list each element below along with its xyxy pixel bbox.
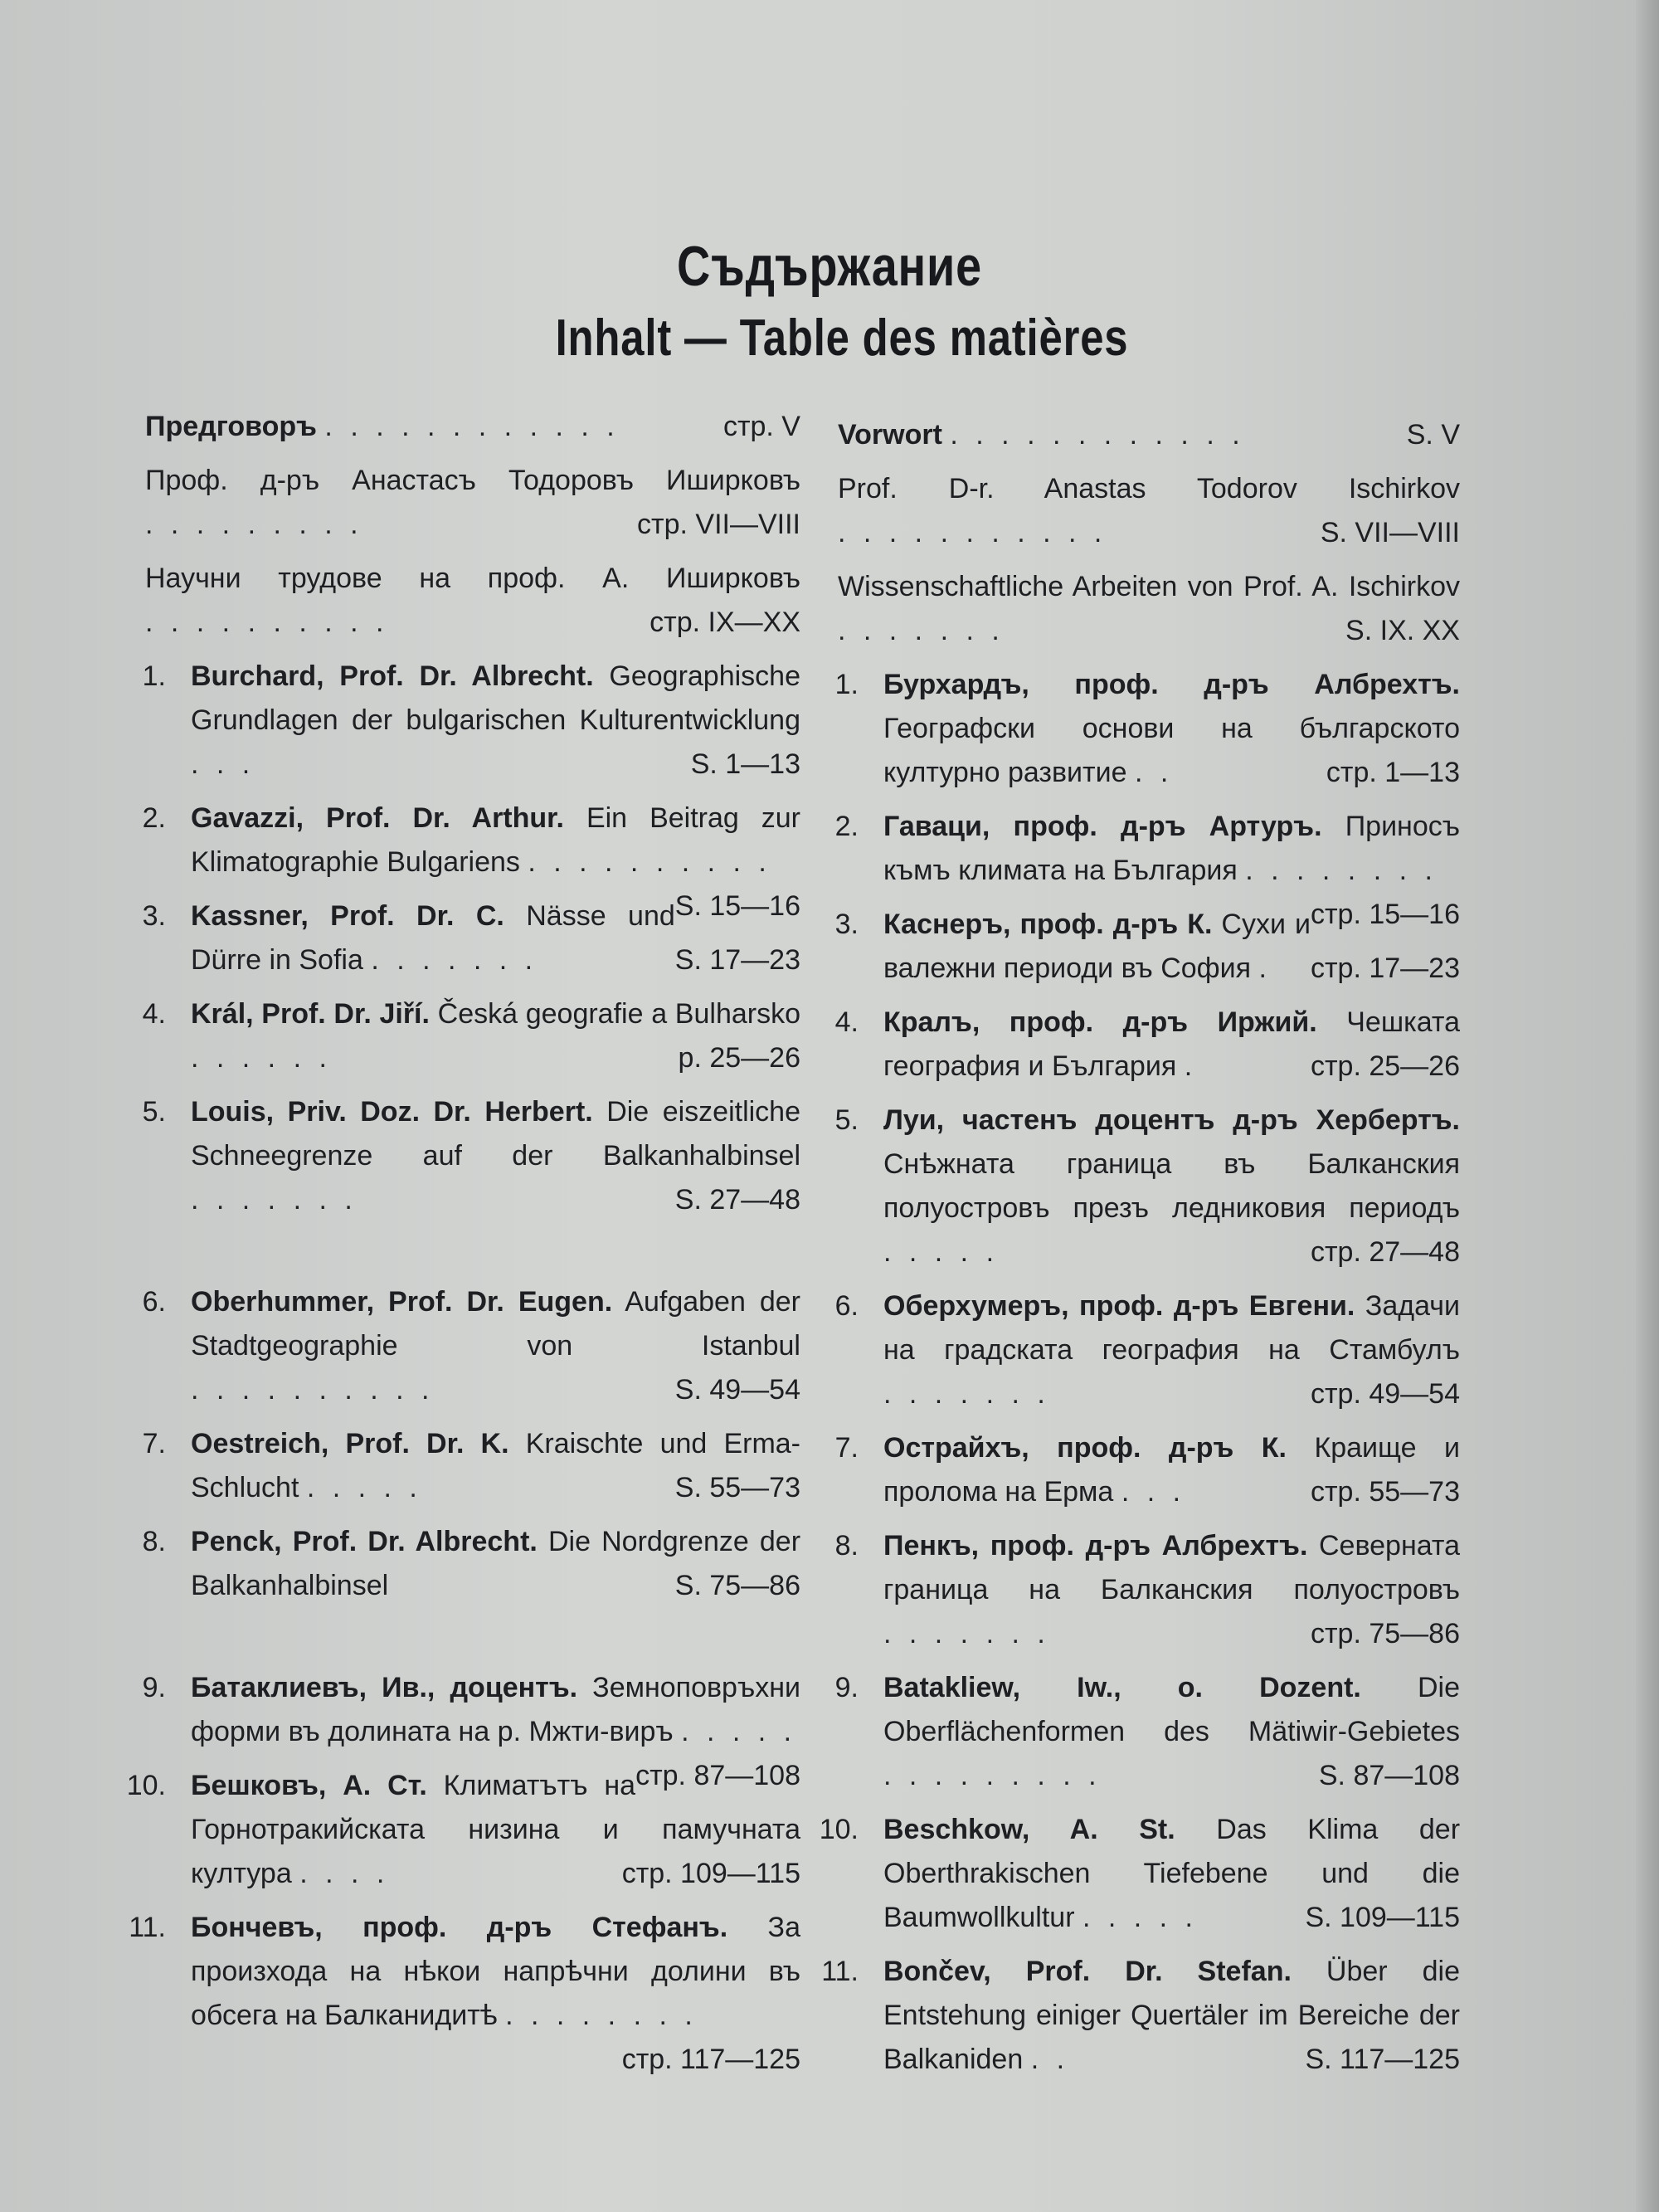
entry-number: 1. bbox=[142, 660, 166, 692]
entry-number: 8. bbox=[834, 1530, 859, 1562]
entry-text bbox=[191, 1280, 800, 1412]
entry-author: Batakliew, Iw., o. Dozent. bbox=[883, 1672, 1361, 1703]
entry-author: Бешковъ, А. Ст. bbox=[191, 1770, 427, 1801]
dot-leader: . . bbox=[1134, 757, 1174, 788]
entry-text bbox=[145, 459, 800, 547]
page-reference: стр. 49—54 bbox=[1310, 1378, 1460, 1410]
entry-title: Географски основи на българското културно развитие bbox=[883, 713, 1460, 788]
page-reference: стр. 55—73 bbox=[1310, 1476, 1460, 1508]
entry-author: Бурхардъ, проф. д-ръ Албрехтъ. bbox=[883, 669, 1460, 700]
page-reference: S. 15—16 bbox=[674, 890, 800, 922]
toc-front-entry bbox=[145, 557, 800, 645]
dot-leader: . . . . . . . . . . bbox=[528, 846, 771, 878]
entry-author: Кралъ, проф. д-ръ Иржий. bbox=[883, 1006, 1317, 1038]
page-edge bbox=[1636, 0, 1659, 2212]
toc-front-entry bbox=[838, 413, 1460, 457]
entry-text bbox=[883, 1950, 1460, 2082]
toc-front-entry bbox=[145, 405, 800, 449]
entry-text bbox=[191, 1520, 800, 1608]
page-reference: стр. 25—26 bbox=[1310, 1050, 1460, 1082]
entry-number: 2. bbox=[142, 802, 166, 834]
entry-title: Wissenschaftliche Arbeiten von Prof. A. Ischirkov bbox=[838, 571, 1460, 602]
page-reference: стр. VII—VIII bbox=[637, 509, 800, 540]
page-reference: S. 55—73 bbox=[674, 1472, 800, 1503]
toc-entry bbox=[834, 903, 1460, 991]
entry-text bbox=[883, 663, 1460, 795]
page-reference: S. IX. XX bbox=[1345, 615, 1460, 646]
page-reference: S. 87—108 bbox=[1318, 1760, 1460, 1791]
entry-title: Über die Entstehung einiger Quertäler im Bereiche der Balkaniden bbox=[883, 1956, 1460, 2075]
page-reference: стр. 27—48 bbox=[1310, 1236, 1460, 1268]
entry-author: Louis, Priv. Doz. Dr. Herbert. bbox=[191, 1096, 593, 1128]
entry-number: 10. bbox=[819, 1814, 859, 1845]
page-reference: стр. 17—23 bbox=[1310, 953, 1460, 984]
entry-author: Пенкъ, проф. д-ръ Албрехтъ. bbox=[883, 1530, 1308, 1562]
page-reference: S. 109—115 bbox=[1305, 1902, 1460, 1933]
entry-title: Prof. D-r. Anastas Todorov Ischirkov bbox=[838, 473, 1460, 504]
entry-title: За произхода на нѣкои напрѣчни долини въ обсега на Балканидитѣ bbox=[191, 1912, 800, 2031]
dot-leader: . . . . . . . bbox=[883, 1378, 1050, 1410]
entry-title: Aufgaben der Stadtgeographie von Istanbul bbox=[191, 1286, 801, 1362]
entry-text bbox=[191, 1090, 800, 1222]
page-reference: S. 1—13 bbox=[690, 748, 800, 780]
page-reference: стр. IX—XX bbox=[649, 607, 800, 638]
entry-text bbox=[191, 655, 800, 787]
entry-text bbox=[883, 1666, 1460, 1798]
toc-entry bbox=[142, 1090, 800, 1222]
dot-leader: . . . . . . . bbox=[883, 1618, 1050, 1649]
entry-text bbox=[883, 1524, 1460, 1656]
entry-title: Чешката география и България bbox=[883, 1006, 1460, 1082]
page-reference: стр. V bbox=[722, 411, 800, 442]
dot-leader: . . . . . . . bbox=[191, 1184, 358, 1216]
page-reference: S. 117—125 bbox=[1305, 2044, 1460, 2075]
entry-author: Král, Prof. Dr. Jiří. bbox=[191, 998, 430, 1030]
page-reference: S. V bbox=[1406, 419, 1460, 451]
toc-entry bbox=[834, 1426, 1460, 1514]
entry-title: Kraischte und Erma-Schlucht bbox=[191, 1428, 801, 1503]
page-reference: p. 25—26 bbox=[678, 1042, 800, 1074]
entry-number: 7. bbox=[142, 1428, 166, 1459]
dot-leader: . . . bbox=[191, 748, 255, 780]
entry-number: 11. bbox=[821, 1956, 859, 1987]
page-reference: стр. 1—13 bbox=[1326, 757, 1460, 788]
entry-author: Oberhummer, Prof. Dr. Eugen. bbox=[191, 1286, 613, 1318]
toc-entry bbox=[834, 663, 1460, 795]
entry-title: Проф. д-ръ Анастасъ Тодоровъ Иширковъ bbox=[145, 465, 800, 496]
entry-author: Оберхумеръ, проф. д-ръ Евгени. bbox=[883, 1290, 1355, 1322]
page-reference: S. 49—54 bbox=[674, 1374, 800, 1406]
entry-title: Nässe und Dürre in Sofia bbox=[191, 900, 675, 976]
page-reference: S. 27—48 bbox=[674, 1184, 800, 1216]
dot-leader: . . . . . . . . . . . . bbox=[950, 419, 1245, 451]
entry-number: 4. bbox=[834, 1006, 859, 1038]
toc-entry bbox=[129, 1906, 800, 2075]
entry-author: Гаваци, проф. д-ръ Артуръ. bbox=[883, 811, 1322, 842]
entry-author: Oestreich, Prof. Dr. K. bbox=[191, 1428, 509, 1459]
dot-leader: . . . . bbox=[299, 1858, 390, 1889]
toc-entry bbox=[819, 1808, 1461, 1940]
page-reference: стр. 87—108 bbox=[635, 1760, 800, 1791]
entry-author: Луи, частенъ доцентъ д-ръ Хербертъ. bbox=[883, 1104, 1460, 1136]
entry-title: Die eiszeitliche Schneegrenze auf der Balkanhalbinsel bbox=[191, 1096, 800, 1172]
entry-author: Vorwort bbox=[838, 419, 942, 451]
dot-leader: . . . . . . . . . bbox=[145, 509, 363, 540]
entry-author: Батаклиевъ, Ив., доцентъ. bbox=[191, 1672, 578, 1703]
entry-number: 10. bbox=[126, 1770, 166, 1801]
entry-number: 4. bbox=[142, 998, 166, 1030]
toc-front-entry bbox=[838, 467, 1460, 555]
dot-leader: . . . . . . . . bbox=[505, 2000, 698, 2031]
entry-number: 5. bbox=[142, 1096, 166, 1128]
contents-column-right bbox=[819, 413, 1461, 2092]
dot-leader: . . . . . bbox=[681, 1716, 797, 1747]
dot-leader: . . . . . . . . . . . bbox=[838, 517, 1107, 548]
entry-number: 11. bbox=[129, 1912, 166, 1943]
toc-entry bbox=[834, 1001, 1460, 1089]
entry-number: 5. bbox=[834, 1104, 859, 1136]
dot-leader: . bbox=[1258, 953, 1272, 984]
contents-column-left bbox=[126, 405, 801, 2082]
dot-leader: . . . . . . . bbox=[838, 615, 1005, 646]
entry-title: Климатътъ на Горнотракийската низина и памучната култура bbox=[191, 1770, 800, 1889]
entry-title: Das Klima der Oberthrakischen Tiefebene und die Baumwollkultur bbox=[883, 1814, 1461, 1933]
title-bulgarian: Съдържание bbox=[677, 235, 982, 298]
dot-leader: . . . . . . . . . . . . bbox=[324, 411, 620, 442]
dot-leader: . . . . . bbox=[1082, 1902, 1199, 1933]
page-reference: стр. 75—86 bbox=[1310, 1618, 1460, 1649]
dot-leader: . . . . . . bbox=[191, 1042, 332, 1074]
page-reference: стр. 109—115 bbox=[621, 1858, 800, 1889]
toc-entry bbox=[834, 1284, 1460, 1416]
toc-entry bbox=[834, 1099, 1460, 1274]
toc-front-entry bbox=[838, 565, 1460, 653]
entry-author: Острайхъ, проф. д-ръ К. bbox=[883, 1432, 1287, 1464]
dot-leader: . bbox=[1184, 1050, 1198, 1082]
toc-entry bbox=[126, 1764, 800, 1896]
entry-title: Краище и пролома на Ерма bbox=[883, 1432, 1460, 1508]
title-german-french: Inhalt — Table des matières bbox=[555, 309, 1129, 367]
entry-number: 8. bbox=[142, 1526, 166, 1557]
entry-author: Бончевъ, проф. д-ръ Стефанъ. bbox=[191, 1912, 728, 1943]
entry-number: 2. bbox=[834, 811, 859, 842]
entry-number: 3. bbox=[142, 900, 166, 932]
entry-text bbox=[883, 1426, 1460, 1514]
toc-entry bbox=[142, 655, 800, 787]
entry-number: 9. bbox=[142, 1672, 166, 1703]
entry-text bbox=[883, 1099, 1460, 1274]
entry-author: Beschkow, A. St. bbox=[883, 1814, 1175, 1845]
entry-text bbox=[838, 565, 1460, 653]
entry-number: 6. bbox=[834, 1290, 859, 1322]
entry-text bbox=[191, 894, 800, 982]
page-reference: стр. 117—125 bbox=[621, 2044, 800, 2075]
entry-text bbox=[883, 903, 1460, 991]
entry-author: Bončev, Prof. Dr. Stefan. bbox=[883, 1956, 1292, 1987]
entry-text bbox=[838, 467, 1460, 555]
dot-leader: . . bbox=[1030, 2044, 1070, 2075]
entry-title: Северната граница на Балканския полуостровъ bbox=[883, 1530, 1460, 1605]
entry-text bbox=[838, 413, 1460, 457]
dot-leader: . . . . . . . . . bbox=[883, 1760, 1102, 1791]
entry-author: Gavazzi, Prof. Dr. Arthur. bbox=[191, 802, 564, 834]
entry-title: Сухи и валежни периоди въ София bbox=[883, 909, 1311, 984]
dot-leader: . . . bbox=[1121, 1476, 1186, 1508]
toc-entry bbox=[834, 1666, 1460, 1798]
entry-text bbox=[145, 405, 800, 449]
toc-entry bbox=[142, 992, 800, 1080]
entry-text bbox=[883, 1284, 1460, 1416]
entry-title: Česká geografie a Bulharsko bbox=[437, 998, 800, 1030]
entry-author: Каснеръ, проф. д-ръ К. bbox=[883, 909, 1213, 940]
entry-number: 7. bbox=[834, 1432, 859, 1464]
entry-text bbox=[883, 1001, 1460, 1089]
dot-leader: . . . . . bbox=[883, 1236, 1000, 1268]
dot-leader: . . . . . . . bbox=[371, 944, 538, 976]
entry-title: Geographische Grundlagen der bulgarischen Kulturentwicklung bbox=[191, 660, 800, 736]
entry-title: Приносъ къмъ климата на България bbox=[883, 811, 1460, 886]
dot-leader: . . . . . bbox=[306, 1472, 422, 1503]
toc-entry bbox=[142, 894, 800, 982]
toc-entry bbox=[142, 1520, 801, 1608]
page-reference: S. 75—86 bbox=[674, 1570, 800, 1601]
entry-title: Научни трудове на проф. А. Иширковъ bbox=[145, 563, 800, 594]
entry-number: 9. bbox=[834, 1672, 859, 1703]
toc-entry bbox=[821, 1950, 1460, 2082]
page-reference: стр. 15—16 bbox=[1310, 899, 1460, 930]
entry-author: Penck, Prof. Dr. Albrecht. bbox=[191, 1526, 538, 1557]
entry-number: 1. bbox=[834, 669, 859, 700]
entry-author: Kassner, Prof. Dr. C. bbox=[191, 900, 504, 932]
entry-text bbox=[145, 557, 800, 645]
section-gap bbox=[145, 1232, 800, 1280]
entry-title: Земноповръхни форми въ долината на р. Мжти-виръ bbox=[191, 1672, 800, 1747]
entry-text bbox=[191, 1764, 800, 1896]
entry-text bbox=[191, 1422, 800, 1510]
toc-entry bbox=[834, 1524, 1460, 1656]
toc-entry bbox=[142, 1280, 801, 1412]
toc-entry bbox=[142, 1422, 801, 1510]
entry-author: Burchard, Prof. Dr. Albrecht. bbox=[191, 660, 594, 692]
dot-leader: . . . . . . . . . . bbox=[145, 607, 389, 638]
entry-title: Снѣжната граница въ Балканския полуостровъ презъ ледниковия периодъ bbox=[883, 1148, 1460, 1224]
entry-title: Die Nordgrenze der Balkanhalbinsel bbox=[191, 1526, 801, 1601]
page-reference: S. VII—VIII bbox=[1320, 517, 1460, 548]
entry-title: Задачи на градската география на Стамбулъ bbox=[883, 1290, 1460, 1366]
dot-leader: . . . . . . . . bbox=[1245, 855, 1438, 886]
entry-text bbox=[191, 992, 800, 1080]
toc-front-entry bbox=[145, 459, 800, 547]
entry-number: 3. bbox=[834, 909, 859, 940]
entry-title: Ein Beitrag zur Klimatographie Bulgariens bbox=[191, 802, 800, 878]
entry-author: Предговоръ bbox=[145, 411, 317, 442]
entry-text bbox=[191, 1906, 800, 2075]
page-reference: S. 17—23 bbox=[674, 944, 800, 976]
section-gap bbox=[145, 1618, 800, 1666]
entry-text bbox=[883, 1808, 1460, 1940]
entry-title: Die Oberflächenformen des Mätiwir-Gebietes bbox=[883, 1672, 1460, 1747]
dot-leader: . . . . . . . . . . bbox=[191, 1374, 435, 1406]
entry-number: 6. bbox=[142, 1286, 166, 1318]
